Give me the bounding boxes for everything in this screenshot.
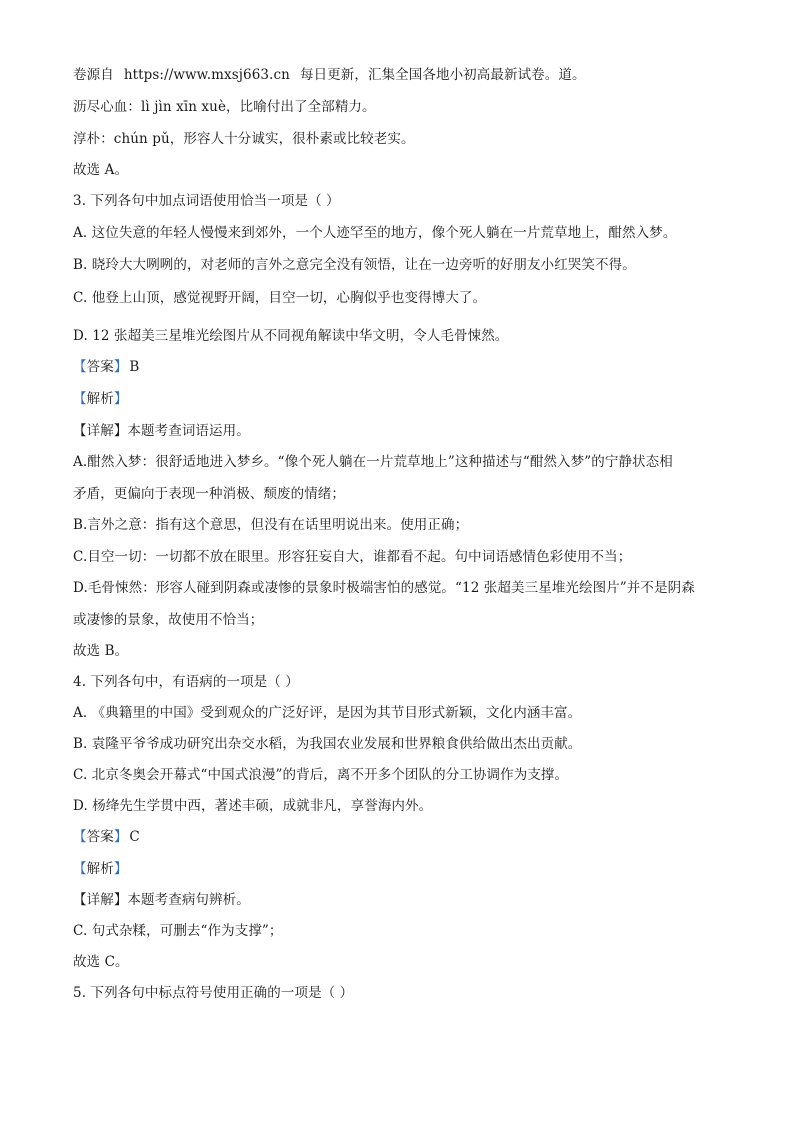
header-url: https://www.mxsj663.cn bbox=[123, 67, 290, 83]
definition-line: 沥尽心血：lì jìn xīn xuè，比喻付出了全部精力。 bbox=[73, 99, 376, 115]
q3-explanation: 矛盾，更偏向于表现一种消极、颓废的情绪； bbox=[73, 486, 345, 502]
q3-explanation: C.目空一切：一切都不放在眼里。形容狂妄自大，谁都看不起。句中词语感情色彩使用不当； bbox=[73, 549, 632, 565]
q3-option-b: B. 晓玲大大咧咧的，对老师的言外之意完全没有领悟，让在一边旁听的好朋友小红哭笑不得。 bbox=[73, 257, 636, 273]
answer-bracket-close: 】 bbox=[113, 359, 128, 375]
q3-explanation: A.酣然入梦：很舒适地进入梦乡。“像个死人躺在一片荒草地上”这种描述与“酣然入梦”的宁静状态相 bbox=[73, 454, 673, 470]
q3-option-c: C. 他登上山顶，感觉视野开阔，目空一切，心胸似乎也变得博大了。 bbox=[73, 290, 487, 306]
q4-analysis-heading bbox=[73, 860, 734, 878]
analysis-label: 解析 bbox=[86, 861, 114, 877]
answer-label: 答案 bbox=[86, 829, 114, 845]
q4-answer bbox=[73, 828, 734, 846]
q5-stem: 5. 下列各句中标点符号使用正确的一项是（ ） bbox=[73, 985, 354, 1001]
q3-detail bbox=[73, 422, 734, 440]
analysis-bracket-open: 【 bbox=[73, 391, 87, 407]
q4-option-d: D. 杨绛先生学贯中西，著述丰硕，成就非凡，享誉海内外。 bbox=[73, 798, 433, 814]
analysis-bracket-close: 】 bbox=[113, 861, 128, 877]
analysis-bracket-close: 】 bbox=[113, 391, 128, 407]
q3-explanation: B.言外之意：指有这个意思，但没有在话里明说出来。使用正确； bbox=[73, 517, 469, 533]
answer-bracket-close: 】 bbox=[113, 829, 128, 845]
q4-option-b: B. 袁隆平爷爷成功研究出杂交水稻，为我国农业发展和世界粮食供给做出杰出贡献。 bbox=[73, 736, 582, 752]
detail-bracket-open: 【 bbox=[73, 892, 87, 908]
q3-option-a: A. 这位失意的年轻人慢慢来到郊外，一个人迹罕至的地方，像个死人躺在一片荒草地上，酣然入梦。 bbox=[73, 225, 677, 241]
q4-conclusion: 故选 C。 bbox=[73, 954, 129, 970]
detail-label: 详解 bbox=[86, 892, 114, 908]
answer-value: B bbox=[129, 359, 140, 375]
answer-value: C bbox=[129, 829, 140, 845]
q3-analysis-heading bbox=[73, 390, 734, 408]
q4-detail bbox=[73, 891, 734, 909]
detail-label: 详解 bbox=[86, 423, 114, 439]
answer-bracket-open: 【 bbox=[73, 359, 87, 375]
q3-stem: 3. 下列各句中加点词语使用恰当一项是（ ） bbox=[73, 193, 340, 209]
q3-explanation: 或凄惨的景象，故使用不恰当； bbox=[73, 612, 264, 628]
analysis-label: 解析 bbox=[86, 391, 114, 407]
q3-conclusion: 故选 B。 bbox=[73, 643, 129, 659]
source-header bbox=[73, 66, 734, 84]
q3-explanation: D.毛骨悚然：形容人碰到阴森或凄惨的景象时极端害怕的感觉。“12 张超美三星堆光绘图片”并不是阴森 bbox=[73, 580, 695, 596]
detail-bracket-open: 【 bbox=[73, 423, 87, 439]
answer-label: 答案 bbox=[86, 359, 114, 375]
detail-text: 本题考查病句辨析。 bbox=[127, 892, 250, 908]
q4-option-c: C. 北京冬奥会开幕式“中国式浪漫”的背后，离不开多个团队的分工协调作为支撑。 bbox=[73, 767, 569, 783]
definition-line: 淳朴：chún pǔ，形容人十分诚实，很朴素或比较老实。 bbox=[73, 131, 415, 147]
analysis-bracket-open: 【 bbox=[73, 861, 87, 877]
q3-option-d: D. 12 张超美三星堆光绘图片从不同视角解读中华文明，令人毛骨悚然。 bbox=[73, 328, 509, 344]
answer-bracket-open: 【 bbox=[73, 829, 87, 845]
q4-stem: 4. 下列各句中，有语病的一项是（ ） bbox=[73, 674, 299, 690]
q3-answer bbox=[73, 358, 734, 376]
q4-explanation: C. 句式杂糅，可删去“作为支撑”； bbox=[73, 923, 283, 939]
detail-text: 本题考查词语运用。 bbox=[127, 423, 250, 439]
header-suffix: 每日更新，汇集全国各地小初高最新试卷。道。 bbox=[299, 67, 586, 83]
detail-bracket-close: 】 bbox=[113, 892, 128, 908]
header-prefix: 卷源自 bbox=[73, 67, 114, 83]
detail-bracket-close: 】 bbox=[113, 423, 128, 439]
q2-conclusion: 故选 A。 bbox=[73, 162, 129, 178]
q4-option-a: A. 《典籍里的中国》受到观众的广泛好评，是因为其节目形式新颖，文化内涵丰富。 bbox=[73, 705, 582, 721]
